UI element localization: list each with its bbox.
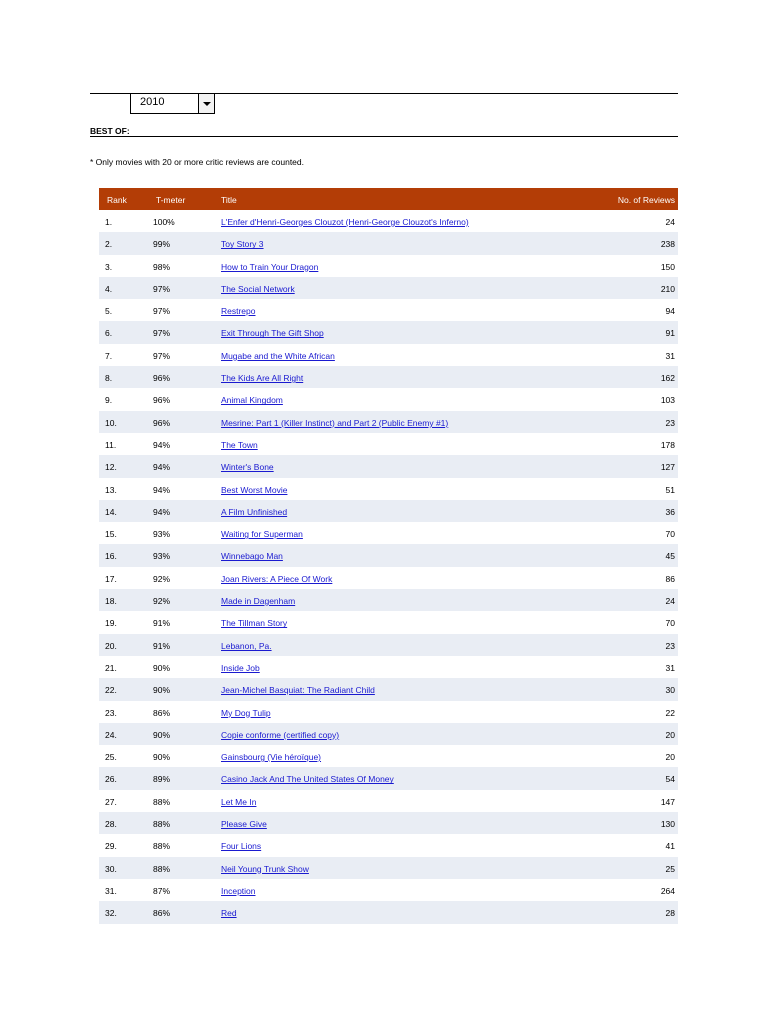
cell-rank: 32.	[105, 908, 117, 919]
table-row	[99, 656, 678, 678]
cell-title	[221, 819, 267, 829]
cell-tmeter: 90%	[153, 685, 171, 696]
table-row	[99, 210, 678, 232]
movie-title-link[interactable]: Neil Young Trunk Show	[221, 863, 309, 874]
movie-title-link[interactable]: L'Enfer d'Henri-Georges Clouzot (Henri-George Clouzot's Inferno)	[221, 217, 469, 227]
movie-title-link[interactable]: Let Me In	[221, 796, 257, 807]
cell-rank: 4.	[105, 283, 113, 294]
cell-tmeter: 99%	[153, 239, 171, 250]
table-row	[99, 255, 678, 277]
cell-tmeter: 90%	[153, 752, 171, 763]
cell-tmeter: 97%	[153, 350, 171, 361]
table-row	[99, 411, 678, 433]
cell-rank: 13.	[105, 484, 117, 495]
cell-tmeter: 98%	[153, 261, 171, 272]
cell-reviews: 178	[660, 439, 675, 450]
cell-tmeter: 94%	[153, 439, 171, 450]
movie-title-link[interactable]: Four Lions	[221, 841, 262, 852]
table-row	[99, 678, 678, 700]
cell-title	[221, 685, 375, 695]
cell-rank: 22.	[105, 685, 117, 696]
cell-rank: 28.	[105, 819, 117, 830]
table-row	[99, 500, 678, 522]
movie-title-link[interactable]: Red	[221, 908, 237, 919]
cell-tmeter: 90%	[153, 729, 171, 740]
cell-reviews: 70	[665, 529, 675, 540]
cell-rank: 23.	[105, 707, 117, 718]
movie-title-link[interactable]: Restrepo	[221, 306, 256, 317]
cell-rank: 25.	[105, 752, 117, 763]
table-row	[99, 879, 678, 901]
table-row	[99, 745, 678, 767]
table-body	[99, 210, 678, 924]
movie-title-link[interactable]: Mesrine: Part 1 (Killer Instinct) and Part 2 (Public Enemy #1)	[221, 417, 449, 428]
movie-title-link[interactable]: Joan Rivers: A Piece Of Work	[221, 573, 333, 584]
table-header	[99, 188, 678, 210]
table-row	[99, 857, 678, 879]
cell-rank: 3.	[105, 261, 113, 272]
cell-tmeter: 88%	[153, 796, 171, 807]
table-row	[99, 901, 678, 923]
table-row	[99, 589, 678, 611]
movie-title-link[interactable]: Casino Jack And The United States Of Money	[221, 774, 394, 785]
cell-title	[221, 551, 283, 561]
movie-title-link[interactable]: Mugabe and the White African	[221, 350, 335, 361]
cell-title	[221, 663, 260, 673]
movie-title-link[interactable]: Toy Story 3	[221, 239, 264, 250]
movie-title-link[interactable]: Made in Dagenham	[221, 596, 296, 607]
cell-title	[221, 618, 287, 628]
table-row	[99, 544, 678, 566]
cell-reviews: 264	[660, 885, 675, 896]
cell-reviews: 36	[665, 506, 675, 517]
cell-title	[221, 752, 321, 762]
cell-tmeter: 91%	[153, 618, 171, 629]
cell-rank: 24.	[105, 729, 117, 740]
cell-rank: 20.	[105, 640, 117, 651]
cell-title	[221, 462, 274, 472]
movie-title-link[interactable]: Copie conforme (certified copy)	[221, 729, 340, 740]
cell-rank: 8.	[105, 373, 113, 384]
header-tmeter: T-meter	[156, 195, 186, 205]
cell-rank: 11.	[105, 439, 117, 450]
cell-rank: 18.	[105, 596, 117, 607]
cell-title	[221, 217, 469, 227]
cell-tmeter: 94%	[153, 484, 171, 495]
movie-title-link[interactable]: Gainsbourg (Vie héroïque)	[221, 752, 322, 763]
movie-title-link[interactable]: The Tillman Story	[221, 618, 288, 629]
cell-reviews: 70	[665, 618, 675, 629]
table-row	[99, 701, 678, 723]
movie-title-link[interactable]: Best Worst Movie	[221, 484, 288, 495]
cell-reviews: 210	[660, 283, 675, 294]
cell-reviews: 31	[665, 662, 675, 673]
cell-title	[221, 418, 448, 428]
cell-tmeter: 91%	[153, 640, 171, 651]
cell-rank: 16.	[105, 551, 117, 562]
cell-title	[221, 485, 287, 495]
movie-title-link[interactable]: A Film Unfinished	[221, 506, 288, 517]
header-title: Title	[221, 195, 237, 205]
movie-title-link[interactable]: The Kids Are All Right	[221, 373, 304, 384]
cell-title	[221, 529, 303, 539]
cell-rank: 26.	[105, 774, 117, 785]
cell-tmeter: 87%	[153, 885, 171, 896]
movie-title-link[interactable]: Jean-Michel Basquiat: The Radiant Child	[221, 685, 375, 696]
table-row	[99, 634, 678, 656]
cell-reviews: 162	[660, 373, 675, 384]
cell-rank: 1.	[105, 217, 113, 227]
cell-rank: 30.	[105, 863, 117, 874]
cell-tmeter: 93%	[153, 551, 171, 562]
cell-tmeter: 88%	[153, 863, 171, 874]
cell-tmeter: 86%	[153, 908, 171, 919]
table-row	[99, 723, 678, 745]
cell-title	[221, 864, 309, 874]
cell-title	[221, 395, 283, 405]
cell-rank: 14.	[105, 506, 117, 517]
cell-rank: 10.	[105, 417, 117, 428]
cell-rank: 19.	[105, 618, 117, 629]
cell-title	[221, 328, 324, 338]
movie-title-link[interactable]: Animal Kingdom	[221, 395, 283, 406]
cell-reviews: 30	[665, 685, 675, 696]
best-of-label: BEST OF:	[90, 126, 130, 136]
cell-tmeter: 92%	[153, 596, 171, 607]
table-row	[99, 433, 678, 455]
cell-title	[221, 797, 256, 807]
header-rank: Rank	[107, 195, 127, 205]
cell-title	[221, 774, 394, 784]
table-row	[99, 790, 678, 812]
cell-reviews: 20	[665, 729, 675, 740]
table-row	[99, 522, 678, 544]
dropdown-button[interactable]	[198, 94, 214, 113]
cell-rank: 15.	[105, 529, 117, 540]
cell-tmeter: 97%	[153, 283, 171, 294]
movie-title-link[interactable]: The Social Network	[221, 283, 295, 294]
cell-rank: 7.	[105, 350, 113, 361]
cell-title	[221, 440, 258, 450]
cell-rank: 9.	[105, 395, 113, 406]
table-row	[99, 455, 678, 477]
cell-reviews: 94	[665, 306, 675, 317]
footnote: * Only movies with 20 or more critic reviews are counted.	[90, 157, 304, 167]
rankings-table	[99, 188, 678, 924]
cell-reviews: 22	[665, 707, 675, 718]
cell-rank: 29.	[105, 841, 117, 852]
cell-reviews: 130	[660, 819, 675, 830]
cell-reviews: 51	[665, 484, 675, 495]
cell-reviews: 45	[665, 551, 675, 562]
cell-rank: 27.	[105, 796, 117, 807]
cell-rank: 6.	[105, 328, 113, 339]
cell-reviews: 23	[665, 417, 675, 428]
cell-rank: 12.	[105, 462, 117, 473]
cell-title	[221, 351, 335, 361]
table-row	[99, 321, 678, 343]
cell-reviews: 41	[665, 841, 675, 852]
cell-title	[221, 886, 256, 896]
cell-reviews: 127	[660, 462, 675, 473]
table-row	[99, 767, 678, 789]
cell-tmeter: 88%	[153, 841, 171, 852]
cell-tmeter: 97%	[153, 306, 171, 317]
cell-title	[221, 708, 271, 718]
table-row	[99, 812, 678, 834]
cell-title	[221, 908, 237, 918]
table-row	[99, 388, 678, 410]
cell-title	[221, 262, 318, 272]
table-row	[99, 834, 678, 856]
year-select[interactable]	[130, 94, 215, 114]
cell-tmeter: 96%	[153, 417, 171, 428]
table-row	[99, 232, 678, 254]
cell-tmeter: 96%	[153, 373, 171, 384]
cell-tmeter: 93%	[153, 529, 171, 540]
cell-rank: 2.	[105, 239, 113, 250]
cell-rank: 31.	[105, 885, 117, 896]
cell-tmeter: 90%	[153, 662, 171, 673]
cell-title	[221, 574, 332, 584]
cell-tmeter: 86%	[153, 707, 171, 718]
cell-reviews: 25	[665, 863, 675, 874]
movie-title-link[interactable]: Inception	[221, 885, 256, 896]
table-row	[99, 611, 678, 633]
cell-reviews: 91	[665, 328, 675, 339]
movie-title-link[interactable]: Waiting for Superman	[221, 529, 303, 540]
cell-reviews: 150	[660, 261, 675, 272]
movie-title-link[interactable]: Lebanon, Pa.	[221, 640, 272, 651]
movie-title-link[interactable]: Please Give	[221, 819, 267, 830]
cell-tmeter: 94%	[153, 506, 171, 517]
table-row	[99, 366, 678, 388]
cell-reviews: 20	[665, 752, 675, 763]
cell-title	[221, 730, 339, 740]
cell-title	[221, 284, 295, 294]
best-of-divider	[90, 136, 678, 137]
movie-title-link[interactable]: Winnebago Man	[221, 551, 283, 562]
cell-reviews: 54	[665, 774, 675, 785]
cell-reviews: 31	[665, 350, 675, 361]
cell-title	[221, 239, 264, 249]
cell-tmeter: 89%	[153, 774, 171, 785]
cell-tmeter: 92%	[153, 573, 171, 584]
movie-title-link[interactable]: How to Train Your Dragon	[221, 261, 319, 272]
cell-title	[221, 596, 295, 606]
cell-tmeter: 94%	[153, 462, 171, 473]
cell-title	[221, 507, 287, 517]
cell-rank: 17.	[105, 573, 117, 584]
cell-reviews: 24	[665, 217, 675, 227]
cell-title	[221, 841, 261, 851]
cell-tmeter: 100%	[153, 217, 175, 227]
table-row	[99, 277, 678, 299]
cell-reviews: 24	[665, 596, 675, 607]
cell-tmeter: 88%	[153, 819, 171, 830]
movie-title-link[interactable]: Inside Job	[221, 662, 260, 673]
cell-rank: 5.	[105, 306, 113, 317]
cell-rank: 21.	[105, 662, 117, 673]
cell-tmeter: 97%	[153, 328, 171, 339]
cell-reviews: 103	[660, 395, 675, 406]
cell-tmeter: 96%	[153, 395, 171, 406]
cell-reviews: 23	[665, 640, 675, 651]
table-row	[99, 567, 678, 589]
cell-title	[221, 373, 303, 383]
cell-reviews: 28	[665, 908, 675, 919]
movie-title-link[interactable]: Exit Through The Gift Shop	[221, 328, 324, 339]
table-row	[99, 344, 678, 366]
year-select-value: 2010	[140, 96, 165, 108]
cell-title	[221, 641, 272, 651]
movie-title-link[interactable]: Winter's Bone	[221, 462, 274, 473]
movie-title-link[interactable]: The Town	[221, 439, 258, 450]
header-reviews: No. of Reviews	[617, 195, 675, 205]
table-row	[99, 478, 678, 500]
chevron-down-icon	[203, 102, 211, 106]
cell-title	[221, 306, 256, 316]
cell-reviews: 147	[660, 796, 675, 807]
cell-reviews: 238	[660, 239, 675, 250]
cell-reviews: 86	[665, 573, 675, 584]
table-row	[99, 299, 678, 321]
movie-title-link[interactable]: My Dog Tulip	[221, 707, 271, 718]
